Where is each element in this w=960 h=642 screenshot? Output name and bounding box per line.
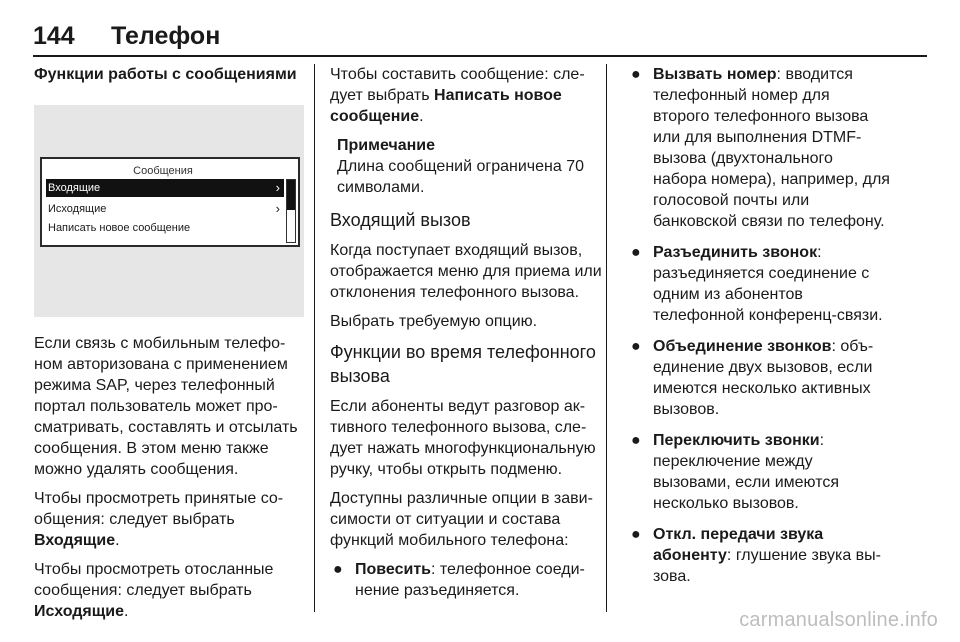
bullet-icon: ● bbox=[631, 432, 641, 449]
instruction-text: Чтобы просмотреть отосланные сообщения: следует выбрать bbox=[34, 561, 274, 599]
scrollbar[interactable] bbox=[286, 179, 296, 243]
heading-during-call: Функции во время телефонного вызова bbox=[330, 342, 596, 386]
chevron-right-icon: › bbox=[275, 180, 280, 195]
option-name: Объединение звонков bbox=[653, 338, 832, 355]
menu-item-outbox[interactable] bbox=[46, 200, 284, 218]
option-description: : глушение звука вызова. bbox=[653, 547, 881, 585]
note-text: Длина сообщений ограничена 70 символами. bbox=[337, 158, 584, 196]
screen-title: Сообщения bbox=[133, 165, 193, 177]
paragraph-compose: Чтобы составить сообщение: следует выбрать Написать новое сообщение. bbox=[330, 66, 585, 125]
option-description: : вводится телефонный номер для второго телефонного вызова или для выполнения DTMF-вызова (двухтонального набора номера), например, для голосовой почты или банковской связи по телефону. bbox=[653, 66, 890, 230]
options-list-start bbox=[330, 559, 602, 601]
column-3 bbox=[628, 64, 890, 597]
option-description: : объединение двух вызовов, если имеются несколько активных вызовов. bbox=[653, 338, 874, 418]
bullet-icon: ● bbox=[333, 561, 343, 578]
page-number: 144 bbox=[33, 22, 75, 50]
list-item bbox=[330, 559, 602, 601]
column-divider-2 bbox=[606, 64, 607, 612]
menu-reference-new-message: Написать новое сообщение bbox=[330, 87, 562, 125]
menu-item-label: Исходящие bbox=[48, 203, 107, 215]
option-name: Повесить bbox=[355, 561, 431, 578]
list-item bbox=[628, 64, 890, 232]
instruction-text: Чтобы составить сообщение: следует выбрать bbox=[330, 66, 585, 104]
paragraph-select-option: Выбрать требуемую опцию. bbox=[330, 313, 538, 330]
option-name: Переключить звонки bbox=[653, 432, 820, 449]
section-title-messages: Функции работы с сообщениями bbox=[34, 66, 297, 83]
watermark: carmanualsonline.info bbox=[739, 609, 938, 631]
list-item bbox=[628, 524, 890, 587]
paragraph-sap-intro: Если связь с мобильным телефоном авторизована с применением режима SAP, через телефонный портал пользователь может просматривать, составлять и отсылать сообщения. В этом меню также можно удалять сообщения. bbox=[34, 335, 298, 478]
bullet-icon: ● bbox=[631, 526, 641, 543]
menu-reference-inbox: Входящие bbox=[34, 532, 116, 549]
column-1 bbox=[34, 64, 304, 630]
option-description: : переключение между вызовами, если имеются несколько вызовов. bbox=[653, 432, 840, 512]
list-item bbox=[628, 430, 890, 514]
option-name: Разъединить звонок bbox=[653, 244, 818, 261]
column-divider-1 bbox=[314, 64, 315, 612]
list-item bbox=[628, 336, 890, 420]
bullet-icon: ● bbox=[631, 66, 641, 83]
bullet-icon: ● bbox=[631, 338, 641, 355]
header-rule bbox=[33, 55, 927, 57]
menu-item-label: Входящие bbox=[48, 182, 101, 194]
option-description: : разъединяется соединение с одним из абонентов телефонной конференц-связи. bbox=[653, 244, 883, 324]
messages-screen-photo bbox=[34, 105, 304, 317]
note-title: Примечание bbox=[337, 137, 436, 154]
instruction-text: Чтобы просмотреть принятые сообщения: следует выбрать bbox=[34, 490, 284, 528]
heading-incoming-call: Входящий вызов bbox=[330, 210, 471, 230]
menu-item-inbox[interactable] bbox=[46, 179, 284, 197]
page-header-title: Телефон bbox=[111, 22, 221, 50]
note-box bbox=[330, 135, 602, 198]
list-item bbox=[628, 242, 890, 326]
scrollbar-thumb[interactable] bbox=[287, 180, 295, 210]
option-name: Вызвать номер bbox=[653, 66, 777, 83]
menu-item-label: Написать новое сообщение bbox=[48, 222, 191, 234]
paragraph-multifunction-knob: Если абоненты ведут разговор активного телефонного вызова, следует нажать многофункциональную ручку, чтобы открыть подменю. bbox=[330, 398, 596, 478]
menu-item-new-message[interactable] bbox=[46, 219, 284, 237]
display-screen bbox=[40, 157, 300, 247]
options-list-continued bbox=[628, 64, 890, 587]
paragraph-view-inbox: Чтобы просмотреть принятые сообщения: следует выбрать Входящие. bbox=[34, 490, 284, 549]
menu-reference-outbox: Исходящие bbox=[34, 603, 124, 620]
column-2 bbox=[330, 64, 602, 611]
bullet-icon: ● bbox=[631, 244, 641, 261]
paragraph-options-available: Доступны различные опции в зависимости от ситуации и состава функций мобильного телефона: bbox=[330, 490, 593, 549]
paragraph-incoming-call: Когда поступает входящий вызов, отображается меню для приема или отклонения телефонного вызова. bbox=[330, 242, 602, 301]
paragraph-view-outbox: Чтобы просмотреть отосланные сообщения: следует выбрать Исходящие. bbox=[34, 561, 274, 620]
option-description: : телефонное соединение разъединяется. bbox=[355, 561, 585, 599]
chevron-right-icon: › bbox=[275, 201, 280, 216]
option-name: Откл. передачи звука абоненту bbox=[653, 526, 824, 564]
